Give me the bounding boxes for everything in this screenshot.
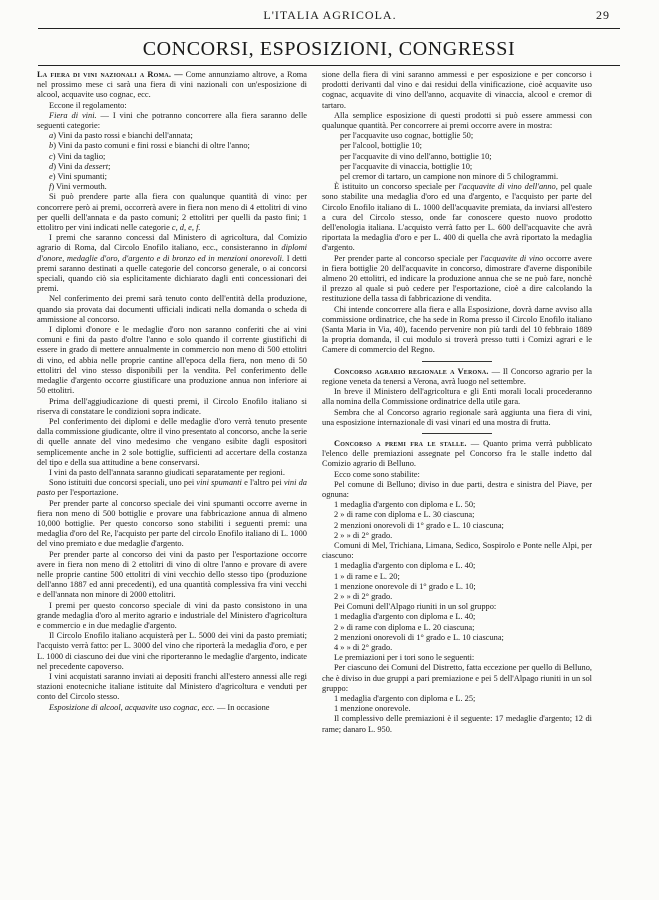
paragraph — [322, 582, 592, 592]
text-run: Ecco come sono stabilite: — [334, 469, 420, 479]
text-run: Il complessivo delle premiazioni è il seguente: 17 medaglie d'argento; 12 di rame; danaro L. 950. — [322, 714, 592, 734]
text-run: dessert — [84, 161, 109, 171]
text-run: Chi intende concorrere alla fiera e alla Esposizione, dovrà darne avviso alla commissione ordinatrice, che ha sede in Roma presso il Circolo Enofilo italiano (Santa Maria in Via, 40), facendo pervenire non più tardi del 10 febbraio 1889 la propria domanda, il cui modulo si troverà presso tutti i Comizi agrari e le Camere di commercio del Regno. — [322, 304, 592, 355]
paragraph — [37, 703, 307, 713]
text-run: Alla semplice esposizione di questi prodotti si può essere ammessi con qualunque quantità. Per concorrere ai premi occorre avere in mostra: — [322, 110, 592, 131]
text-run: 2 » di rame con diploma e L. 20 ciascuna; — [334, 622, 475, 632]
text-run: 1 medaglia d'argento con diploma e L. 40; — [334, 561, 476, 571]
section-heading: La fiera di vini nazionali a Roma. — — [37, 70, 183, 79]
paragraph — [322, 521, 592, 531]
text-run: e l'altro pei — [241, 478, 284, 488]
paragraph — [322, 172, 592, 182]
text-run: Per prender parte al concorso speciale dei vini spumanti occorre averne in fiera non meno di 500 bottiglie e provare una fabbricazione annua di almeno 10,000 bottiglie. Per questo concorso sono stabiliti i seguenti premi: una medaglia d'oro del Re, l'acquisto per parte del circolo Enofilo italiano di L. 1000 del vino premiato e due medaglie d'argento. — [37, 498, 307, 549]
paragraph — [37, 111, 307, 131]
text-run: per l'acquavite uso cognac, bottiglie 50; — [340, 131, 474, 141]
text-run: 1 menzione onorevole di 1° grado e L. 10; — [334, 581, 476, 591]
text-run: ) Vini da — [53, 161, 85, 171]
running-header — [50, 8, 610, 24]
text-run: ) Vini vermouth. — [51, 182, 107, 192]
paragraph — [322, 131, 592, 141]
journal-title: L'ITALIA AGRICOLA. — [263, 8, 397, 22]
text-run: Come annunziamo altrove, a Roma nel prossimo mese ci sarà una fiera di vini nazionali con un'esposizione di alcool, acquavite uso cognac, ecc. — [37, 70, 307, 100]
text-run: I detti premi saranno destinati a quelle categorie del concorso generale, o ai concorsi speciali, quando ciò sia esplicitamente dichiarato dagli enti concessionari dei premi. — [37, 253, 307, 294]
paragraph — [37, 162, 307, 172]
text-run: l'acquavite di vino — [480, 253, 544, 263]
paragraph — [37, 70, 307, 101]
paragraph — [322, 694, 592, 704]
text-run: 2 » » di 2° grado. — [334, 530, 393, 540]
text-run: a — [49, 131, 54, 141]
paragraph — [322, 70, 592, 111]
paragraph — [322, 480, 592, 500]
paragraph — [322, 408, 592, 428]
paragraph — [37, 131, 307, 141]
text-run: Sembra che al Concorso agrario regionale sarà aggiunta una fiera di vini, una esposizione internazionale di vasi vinari ed una mostra di frutta. — [322, 407, 592, 427]
paragraph — [322, 531, 592, 541]
paragraph — [322, 592, 592, 602]
text-run: b — [49, 141, 54, 151]
paragraph — [37, 182, 307, 192]
paragraph — [322, 500, 592, 510]
text-run: — Quanto prima verrà pubblicato l'elenco delle premiazioni assegnate pel Concorso fra le stalle indetto dal Comizio agrario di Belluno. — [322, 438, 592, 469]
text-run: Pei Comuni dell'Alpago riuniti in un sol gruppo: — [334, 602, 497, 612]
paragraph — [322, 572, 592, 582]
header-rule — [38, 28, 620, 29]
page-number: 29 — [596, 8, 610, 22]
text-run: 1 menzione onorevole. — [334, 704, 411, 714]
text-run: Per prender parte al concorso dei vini da pasto per l'esportazione occorre avere in fiera non meno di 2 ettolitri di vino di oltre l'anno e provare di avere nelle proprie cantine 500 ettolitri di vini vecchio dello stesso tipo (produzione dell'anno 1887 ed anni precedenti), ed una quantità complessiva fra vini vecchi e dell'annata non minore di 2000 ettolitri. — [37, 549, 307, 600]
paragraph — [322, 367, 592, 387]
text-run: I premi che saranno concessi dal Ministero di agricoltura, dal Comizio agrario di Roma, dal Circolo Enofilo italiano, ecc., consisteranno in — [37, 233, 307, 253]
text-run: per l'alcool, bottiglie 10; — [340, 141, 422, 151]
text-run: Comuni di Mel, Trichiana, Limana, Sedico, Sospirolo e Ponte nelle Alpi, per ciascuno: — [322, 540, 592, 561]
paragraph — [322, 643, 592, 653]
paragraph — [37, 417, 307, 468]
paragraph — [322, 633, 592, 643]
paragraph — [322, 714, 592, 734]
section-separator — [422, 433, 492, 434]
paragraph — [322, 439, 592, 470]
text-run: I premi per questo concorso speciale di vini da pasto consistono in una grande medaglia d'oro al merito agrario e industriale del Ministero d'agricoltura e commercio e in due medaglie d'argento. — [37, 600, 307, 630]
paragraph — [322, 602, 592, 612]
text-run: — I vini che potranno concorrere alla fiera saranno delle seguenti categorie: — [37, 110, 307, 131]
paragraph — [322, 470, 592, 480]
text-run: Sono istituiti due concorsi speciali, uno pei — [49, 478, 197, 488]
right-column — [322, 70, 592, 896]
text-run: Per ciascuno dei Comuni del Distretto, fatta eccezione per quello di Belluno, che è diviso in due gruppi a pari premiazione e pei 5 dell'Alpago riuniti in un sol gruppo: — [322, 663, 592, 693]
text-run: per l'esportazione. — [55, 488, 119, 498]
text-run: Si può prendere parte alla fiera con qualunque quantità di vino: per concorrere però ai premi, occorrerà avere in fiera non meno di 4 ettolitri di vino per quelli dell'annata e da pasto comuni; 2 ettolitri per quelli da pasto fini; 1 ettolitro per vini indicati nelle categorie — [37, 192, 307, 233]
text-run: ) Vini da pasto comuni e fini rossi e bianchi di oltre l'anno; — [53, 141, 250, 151]
text-run: 2 menzioni onorevoli di 1° grado e L. 10 ciascuna; — [334, 520, 504, 530]
paragraph — [322, 623, 592, 633]
text-run: 2 menzioni onorevoli di 1° grado e L. 10 ciascuna; — [334, 632, 504, 642]
text-run: 2 » » di 2° grado. — [334, 591, 393, 601]
text-run: In breve il Ministero dell'agricoltura e gli Enti morali locali procederanno alla nomina della Commissione ordinatrice della utile gara. — [322, 387, 592, 407]
text-run: È istituito un concorso speciale per — [334, 182, 459, 192]
paragraph — [322, 704, 592, 714]
left-column — [37, 70, 307, 896]
text-run: Fiera di vini. — [49, 110, 97, 120]
paragraph — [322, 612, 592, 622]
text-run: per l'acquavite di vino dell'anno, bottiglie 10; — [340, 151, 492, 161]
text-run: 1 medaglia d'argento con diploma e L. 40; — [334, 612, 476, 622]
text-run: 2 » di rame con diploma e L. 30 ciascuna; — [334, 510, 475, 520]
paragraph — [322, 254, 592, 305]
text-run: sione della fiera di vini saranno ammessi e per esposizione e per concorso i prodotti derivanti dal vino e dai residui della vinificazione, cioè acquavite uso cognac, acquavite di vino dell'anno, acquavite di vinaccia, alcool e cremor di tartaro. — [322, 70, 592, 110]
title-rule — [38, 65, 620, 66]
text-run: vini spumanti — [196, 478, 242, 488]
paragraph — [37, 152, 307, 162]
text-run: ) Vini da taglio; — [52, 151, 106, 161]
paragraph — [322, 541, 592, 561]
text-run: d — [49, 161, 54, 171]
paragraph — [322, 653, 592, 663]
text-run: l'acquavite di vino dell'anno, — [458, 182, 558, 192]
paragraph — [37, 101, 307, 111]
text-run: per l'acquavite di vinaccia, bottiglie 10; — [340, 161, 473, 171]
text-run: 1 medaglia d'argento con diploma e L. 50; — [334, 500, 476, 510]
text-run: e — [49, 172, 53, 182]
text-run: Pel conferimento dei diplomi e delle medaglie d'oro verrà tenuto presente dalla commissione giudicante, oltre il vino presentato al concorso, anche la serie di quelle annate del vino medesimo che vengano esibite dagli espositori semplicemente anche in 2 sole bottiglie, sufficienti ad accertare della costanza del tipo e della sua attitudine a bene conservarsi. — [37, 416, 307, 467]
paragraph — [37, 172, 307, 182]
text-run: ) Vini spumanti; — [52, 172, 107, 182]
section-title: CONCORSI, ESPOSIZIONI, CONGRESSI — [142, 38, 516, 60]
paragraph — [37, 550, 307, 601]
paragraph — [322, 663, 592, 694]
paragraph — [37, 672, 307, 703]
text-run: Il Circolo Enofilo italiano acquisterà per L. 5000 dei vini da pasto premiati; l'acquisto verrà fatto: per L. 3000 del vino che riporterà la medaglia d'oro, e per L. 1000 di ciascuno dei due vini che riporteranno le medaglie d'argento, indicate nel precedente capoverso. — [37, 631, 307, 671]
paragraph — [322, 162, 592, 172]
paragraph — [322, 182, 592, 253]
text-run: 1 » di rame e L. 20; — [334, 571, 400, 581]
paragraph — [322, 561, 592, 571]
text-run: c — [49, 151, 53, 161]
paragraph — [322, 141, 592, 151]
paragraph — [37, 141, 307, 151]
text-run: pel quale sono stabilite una medaglia d'oro ed una d'argento, e l'acquisto per parte del Circolo Enofilo italiano di L. 1000 dell'acquavite premiata, da inviarsi all'estero a cura del Circolo stesso, onde far conoscere questo nuovo prodotto dell'enologia italiana. L'acquisto verrà fatto per L. 600 dell'acquavite che avrà riportata la medaglia d'oro e per L. 400 di quella che avrà riportato la medaglia d'argento. — [322, 182, 592, 253]
paragraph — [322, 305, 592, 356]
text-run: c, d, e, f. — [171, 223, 201, 233]
paragraph — [322, 510, 592, 520]
paragraph — [37, 192, 307, 233]
paragraph — [322, 387, 592, 407]
paragraph — [37, 478, 307, 498]
text-run: pel cremor di tartaro, un campione non minore di 5 chilogrammi. — [340, 172, 559, 182]
text-run: ; — [108, 161, 111, 171]
text-run: 1 medaglia d'argento con diploma e L. 25; — [334, 693, 476, 703]
paragraph — [37, 294, 307, 325]
paragraph — [322, 152, 592, 162]
text-run: Eccone il regolamento: — [49, 100, 127, 110]
text-run: I vini da pasto dell'annata saranno giudicati separatamente per regioni. — [49, 467, 285, 477]
text-run: ) Vini da pasto rossi e bianchi dell'annata; — [53, 131, 193, 141]
paragraph — [37, 468, 307, 478]
section-separator — [422, 361, 492, 362]
paragraph — [37, 325, 307, 396]
text-run: Pel comune di Belluno; diviso in due parti, destra e sinistra del Piave, per ognuna: — [322, 479, 592, 499]
text-run: vini da pasto — [37, 478, 307, 498]
text-run: diplomi d'onore, medaglie d'oro, d'argento e di bronzo ed in menzioni onorevoli. — [37, 243, 307, 263]
paragraph — [37, 499, 307, 550]
text-run: I diplomi d'onore e le medaglie d'oro non saranno conferiti che ai vini comuni e fini da pasto d'oltre l'anno e solo quando il corrente giustifichi di essere in grado di mettere annualmente in commercio non meno di 500 ettolitri di vino, ed abbia nelle proprie cantine all'epoca della fiera, non meno di 50 ettolitri del vino stesso disponibili per la vendita. Pel conferimento delle medaglie d'argento occorre giustificare una produzione annua non inferiore ai 50 ettolitri. — [37, 325, 307, 396]
paragraph — [37, 397, 307, 417]
paragraph — [37, 601, 307, 632]
text-run: Nel conferimento dei premi sarà tenuto conto dell'entità della produzione, quando sia provata dai documenti ufficiali indicati nella domanda o scheda di ammissione al concorso. — [37, 294, 307, 324]
text-run: — Il Concorso agrario per la regione veneta da tenersi a Verona, avrà luogo nel settembre. — [322, 366, 592, 386]
text-run: 4 » » di 2° grado. — [334, 642, 393, 652]
paragraph — [37, 631, 307, 672]
paragraph — [322, 111, 592, 131]
text-run: Esposizione di alcool, acquavite uso cognac, ecc. — [49, 702, 215, 712]
text-run: occorre avere in fiera bottiglie 20 dell'acquavite in concorso, dimostrare d'averne disponibile almeno 20 ettolitri, ed indicare la produzione annua che se ne può fare, nonchè il prezzo al quale si può cedere per l'esportazione, cioè a dire calcolando la restituzione della tassa di fabbricazione di vendita. — [322, 253, 592, 304]
text-run: Le premiazioni per i tori sono le seguenti: — [334, 653, 475, 663]
text-run: Per prender parte al concorso speciale per — [334, 253, 481, 263]
section-heading: Concorso a premi fra le stalle. — [334, 438, 467, 448]
section-heading: Concorso agrario regionale a Verona. — [334, 366, 489, 376]
paragraph — [37, 233, 307, 294]
text-run: I vini acquistati saranno inviati ai depositi franchi all'estero annessi alle regi stazioni enotecniche italiane istituite dal Ministero d'agricoltura e venduti per conto del Circolo stesso. — [37, 671, 307, 702]
text-run: f — [49, 182, 52, 192]
text-run: — In occasione — [214, 702, 270, 712]
text-run: Prima dell'aggiudicazione di questi premi, il Circolo Enofilo italiano si riserva di constatare le condizioni sopra indicate. — [37, 396, 307, 416]
